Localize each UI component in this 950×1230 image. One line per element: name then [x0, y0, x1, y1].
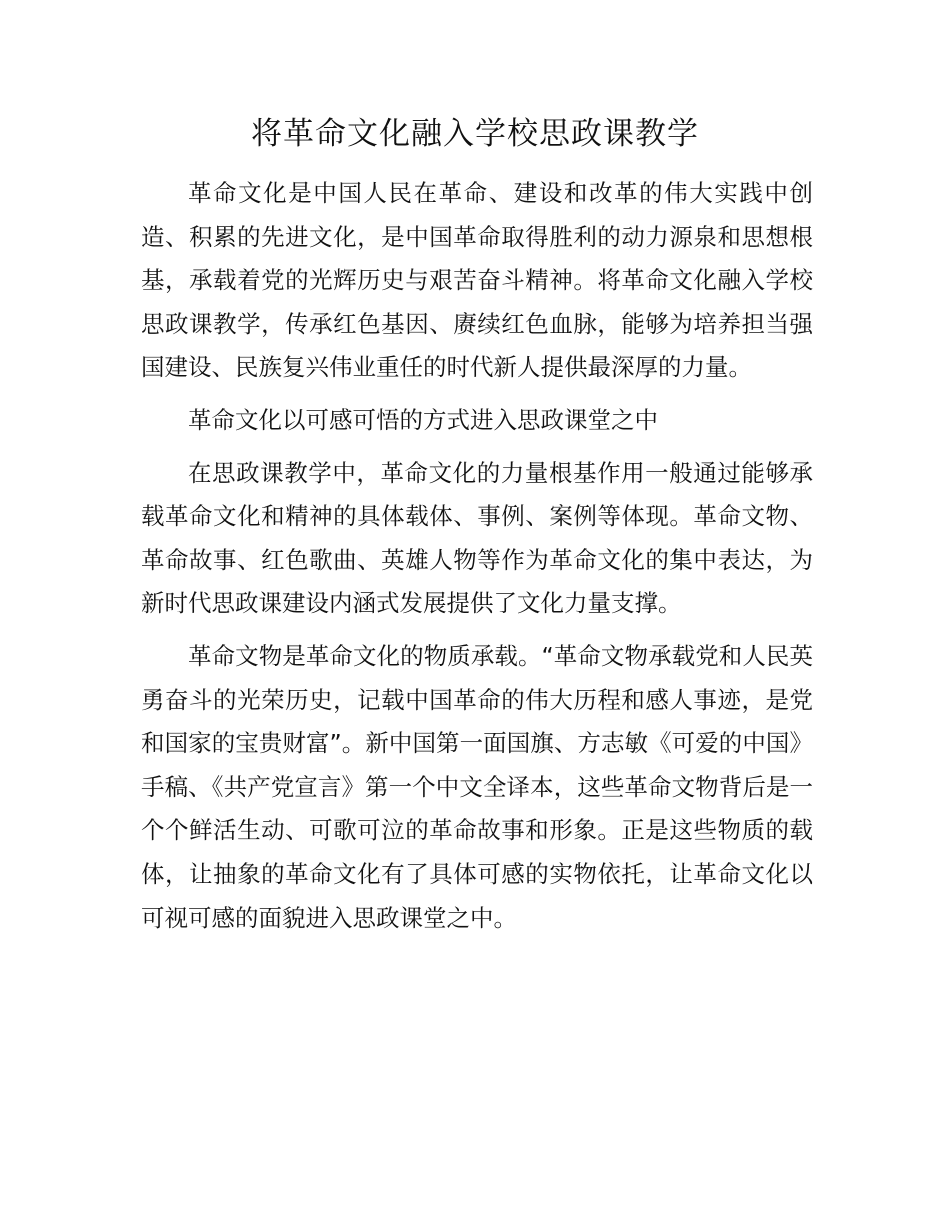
document-body [141, 172, 813, 949]
paragraph-relics: 革命文物是革命文化的物质承载。“革命文物承载党和人民英勇奋斗的光荣历史，记载中国革命的伟大历程和感人事迹，是党和国家的宝贵财富”。新中国第一面国旗、方志敏《可爱的中国》手稿、《共产党宣言》第一个中文全译本，这些革命文物背后是一个个鲜活生动、可歌可泣的革命故事和形象。正是这些物质的载体，让抽象的革命文化有了具体可感的实物依托，让革命文化以可视可感的面貌进入思政课堂之中。 [141, 641, 813, 932]
section-heading: 革命文化以可感可悟的方式进入思政课堂之中 [188, 405, 658, 434]
document-title: 将革命文化融入学校思政课教学 [251, 116, 699, 152]
paragraph-intro: 革命文化是中国人民在革命、建设和改革的伟大实践中创造、积累的先进文化，是中国革命取得胜利的动力源泉和思想根基，承载着党的光辉历史与艰苦奋斗精神。将革命文化融入学校思政课教学，传承红色基因、赓续红色血脉，能够为培养担当强国建设、民族复兴伟业重任的时代新人提供最深厚的力量。 [141, 179, 813, 382]
paragraph-carriers: 在思政课教学中，革命文化的力量根基作用一般通过能够承载革命文化和精神的具体载体、事例、案例等体现。革命文物、革命故事、红色歌曲、英雄人物等作为革命文化的集中表达，为新时代思政课建设内涵式发展提供了文化力量支撑。 [141, 458, 813, 618]
